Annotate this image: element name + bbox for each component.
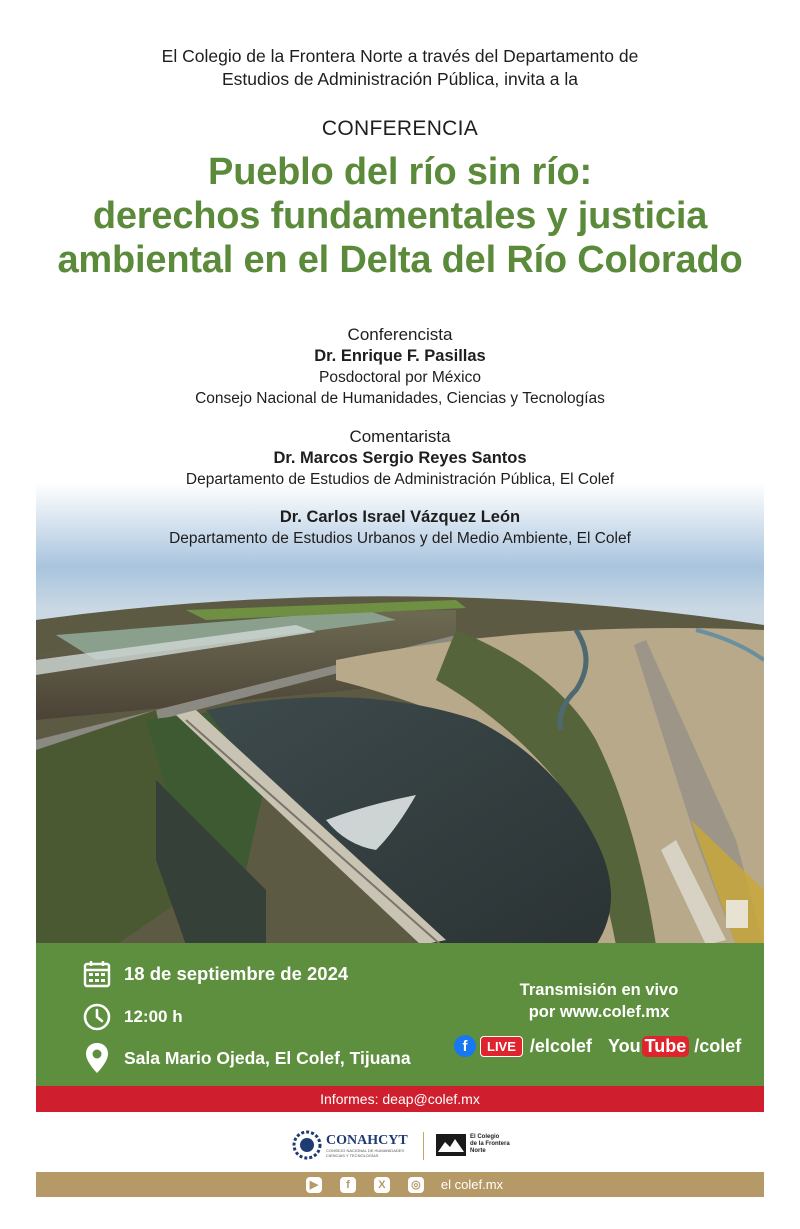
title-line-1: Pueblo del río sin río: bbox=[208, 151, 592, 193]
broadcast-line-1: Transmisión en vivo bbox=[519, 981, 679, 999]
logos-row bbox=[0, 1126, 800, 1166]
colef-name-3: Norte bbox=[470, 1148, 486, 1154]
intro-text bbox=[0, 45, 800, 91]
commentator-2-affiliation: Departamento de Estudios Urbanos y del Medio Ambiente, El Colef bbox=[169, 530, 631, 547]
location-pin-icon bbox=[82, 1043, 112, 1073]
colef-emblem-icon bbox=[436, 1134, 466, 1156]
live-badge: LIVE bbox=[480, 1036, 523, 1057]
commentator-1-affiliation: Departamento de Estudios de Administración Pública, El Colef bbox=[185, 471, 615, 488]
conahcyt-logo bbox=[292, 1130, 408, 1160]
youtube-icon[interactable] bbox=[608, 1036, 689, 1057]
time-row bbox=[82, 1002, 183, 1032]
conahcyt-name: CONAHCYT bbox=[326, 1132, 408, 1148]
facebook-icon[interactable]: f bbox=[454, 1035, 476, 1057]
clock-icon bbox=[82, 1002, 112, 1032]
title-line-3: ambiental en el Delta del Río Colorado bbox=[57, 239, 743, 281]
event-type-label: CONFERENCIA bbox=[321, 117, 479, 140]
youtube-icon[interactable]: ▶ bbox=[306, 1177, 322, 1193]
commentator-2-name: Dr. Carlos Israel Vázquez León bbox=[279, 508, 521, 526]
footer-bar bbox=[36, 1172, 764, 1197]
colef-logo bbox=[436, 1134, 510, 1156]
commentator-role: Comentarista bbox=[349, 427, 451, 446]
youtube-handle[interactable]: /colef bbox=[694, 1035, 742, 1056]
facebook-icon[interactable]: f bbox=[340, 1177, 356, 1193]
instagram-icon[interactable]: ◎ bbox=[408, 1177, 424, 1193]
conahcyt-emblem-icon bbox=[292, 1130, 322, 1160]
footer-site[interactable]: el colef.mx bbox=[440, 1177, 504, 1192]
contact-band bbox=[36, 1086, 764, 1112]
event-time: 12:00 h bbox=[124, 1007, 183, 1026]
speaker-institution: Consejo Nacional de Humanidades, Ciencias y Tecnologías bbox=[195, 390, 605, 407]
youtube-you: You bbox=[607, 1035, 641, 1056]
event-venue: Sala Mario Ojeda, El Colef, Tijuana bbox=[124, 1047, 411, 1068]
contact-email[interactable]: Informes: deap@colef.mx bbox=[320, 1091, 480, 1107]
speaker-position: Posdoctoral por México bbox=[319, 369, 481, 386]
broadcast-info bbox=[434, 979, 764, 1023]
conahcyt-subtitle-2: CIENCIAS Y TECNOLOGÍAS bbox=[326, 1152, 379, 1158]
speaker-role: Conferencista bbox=[347, 325, 453, 344]
event-title bbox=[0, 150, 800, 282]
colef-name-1: El Colegio bbox=[470, 1134, 500, 1140]
event-info-band bbox=[36, 943, 764, 1086]
commentator-1-name: Dr. Marcos Sergio Reyes Santos bbox=[273, 449, 527, 467]
commentator-block bbox=[0, 426, 800, 549]
colef-name-2: de la Frontera bbox=[470, 1141, 510, 1147]
speaker-block bbox=[0, 324, 800, 409]
youtube-tube: Tube bbox=[642, 1036, 690, 1057]
x-icon[interactable]: X bbox=[374, 1177, 390, 1193]
event-date: 18 de septiembre de 2024 bbox=[124, 963, 349, 984]
speaker-name: Dr. Enrique F. Pasillas bbox=[314, 347, 486, 365]
title-line-2: derechos fundamentales y justicia bbox=[92, 195, 708, 237]
date-row bbox=[82, 959, 348, 989]
venue-row bbox=[82, 1043, 411, 1073]
broadcast-url[interactable]: por www.colef.mx bbox=[528, 1003, 670, 1021]
intro-line-2: Estudios de Administración Pública, invita a la bbox=[221, 69, 579, 89]
social-handles bbox=[454, 1035, 741, 1057]
conahcyt-subtitle-1: CONSEJO NACIONAL DE HUMANIDADES bbox=[326, 1147, 405, 1153]
facebook-handle[interactable]: /elcolef bbox=[529, 1035, 592, 1056]
calendar-icon bbox=[82, 959, 112, 989]
logo-divider bbox=[423, 1132, 424, 1160]
intro-line-1: El Colegio de la Frontera Norte a través del Departamento de bbox=[161, 46, 639, 66]
